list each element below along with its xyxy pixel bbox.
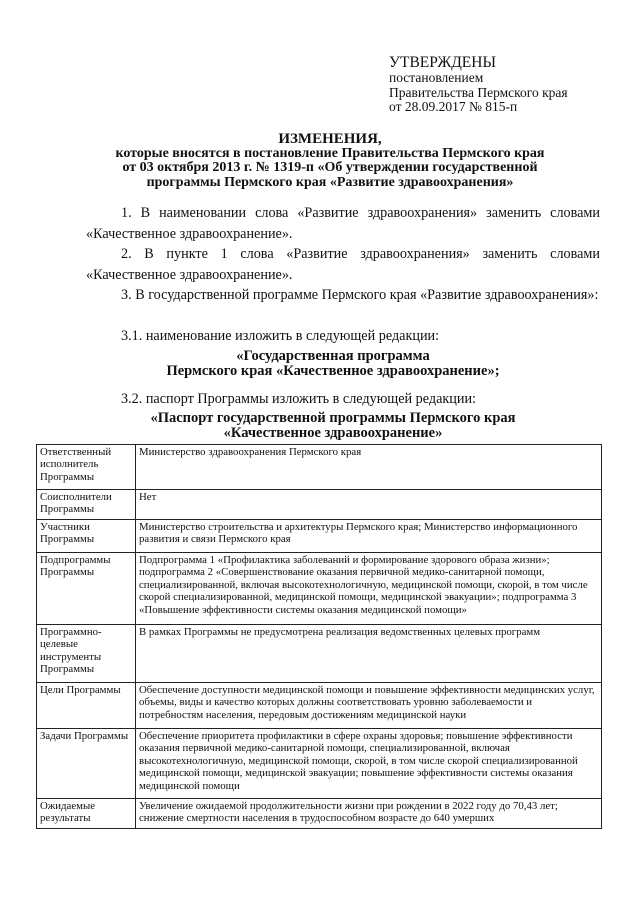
heading-line: которые вносятся в постановление Правительства Пермского края xyxy=(115,145,545,161)
approval-line: Правительства Пермского края xyxy=(389,84,568,100)
approval-date: от 28.09.2017 № 815-п xyxy=(389,99,518,114)
row-value: Министерство строительства и архитектуры Пермского края; Министерство информационного развития и связи Пермского края xyxy=(136,520,602,553)
approval-title: УТВЕРЖДЕНЫ xyxy=(389,54,496,71)
paragraph-text: 3.1. наименование изложить в следующей редакции: xyxy=(121,328,440,344)
row-label: Участники Программы xyxy=(37,520,136,553)
table-row xyxy=(37,553,602,625)
program-name-line: Пермского края «Качественное здравоохранение»; xyxy=(166,362,500,379)
paragraph-3 xyxy=(86,285,600,306)
table-row xyxy=(37,520,602,553)
row-value: Обеспечение приоритета профилактики в сфере охраны здоровья; повышение эффективности оказания первичной медико-санитарной помощи, специализированной, включая высокотехнологичную, медицинской помощи, скорой, в том числе скорой специализированной медицинской помощи, медицинской эвакуации; повышение эффективности системы оказания медицинской помощи xyxy=(136,729,602,799)
document-heading xyxy=(60,132,600,190)
program-name-block xyxy=(90,349,576,378)
table-row xyxy=(37,445,602,490)
row-label: Цели Программы xyxy=(37,683,136,729)
row-label: Соисполнители Программы xyxy=(37,490,136,520)
passport-title-line: «Паспорт государственной программы Пермского края xyxy=(150,410,516,426)
table-row xyxy=(37,729,602,799)
paragraph-1 xyxy=(86,203,600,244)
row-value: Обеспечение доступности медицинской помощи и повышение эффективности медицинских услуг, объемы, виды и качество которых должны соответствовать уровню заболеваемости и потребностям населения, передовым достижениям медицинской науки xyxy=(136,683,602,729)
program-name-line: «Государственная программа xyxy=(236,348,430,364)
table-row xyxy=(37,799,602,829)
paragraph-3-1 xyxy=(86,326,600,347)
row-value: В рамках Программы не предусмотрена реализация ведомственных целевых программ xyxy=(136,625,602,683)
heading-line: программы Пермского края «Развитие здравоохранения» xyxy=(146,174,514,190)
paragraph-2 xyxy=(86,244,600,285)
row-label: Задачи Программы xyxy=(37,729,136,799)
row-value: Увеличение ожидаемой продолжительности жизни при рождении в 2022 году до 70,43 лет; снижение смертности населения в трудоспособном возрасте до 640 умерших xyxy=(136,799,602,829)
row-label: Подпрограммы Программы xyxy=(37,553,136,625)
row-value: Министерство здравоохранения Пермского края xyxy=(136,445,602,490)
paragraph-text: 1. В наименовании слова «Развитие здравоохранения» заменить словами «Качественное здравоохранение». xyxy=(86,205,600,242)
passport-title-block xyxy=(90,411,576,440)
paragraph-text: 3. В государственной программе Пермского края «Развитие здравоохранения»: xyxy=(121,287,599,303)
passport-title-line: «Качественное здравоохранение» xyxy=(223,424,443,441)
paragraph-text: 3.2. паспорт Программы изложить в следующей редакции: xyxy=(121,391,476,407)
heading-line: от 03 октября 2013 г. № 1319-п «Об утверждении государственной xyxy=(122,160,538,175)
table-row xyxy=(37,490,602,520)
approval-line: постановлением xyxy=(389,70,484,85)
table-row xyxy=(37,683,602,729)
row-label: Ожидаемые результаты xyxy=(37,799,136,829)
row-label: Программно-целевые инструменты Программы xyxy=(37,625,136,683)
row-value: Нет xyxy=(136,490,602,520)
row-label: Ответственный исполнитель Программы xyxy=(37,445,136,490)
heading-title: ИЗМЕНЕНИЯ, xyxy=(278,131,382,147)
paragraph-3-2 xyxy=(86,389,600,410)
passport-table xyxy=(36,444,602,829)
row-value: Подпрограмма 1 «Профилактика заболеваний и формирование здорового образа жизни»; подпрограмма 2 «Совершенствование оказания первичной медико-санитарной помощи, специализированной, включая высокотехнологичную, медицинской помощи, скорой, в том числе скорой специализированной, медицинской помощи, медицинской эвакуации»; подпрограмма 3 «Повышение эффективности системы оказания медицинской помощи» xyxy=(136,553,602,625)
approval-block xyxy=(389,55,568,115)
paragraph-text: 2. В пункте 1 слова «Развитие здравоохранения» заменить словами «Качественное здравоохранение». xyxy=(86,246,600,283)
table-row xyxy=(37,625,602,683)
